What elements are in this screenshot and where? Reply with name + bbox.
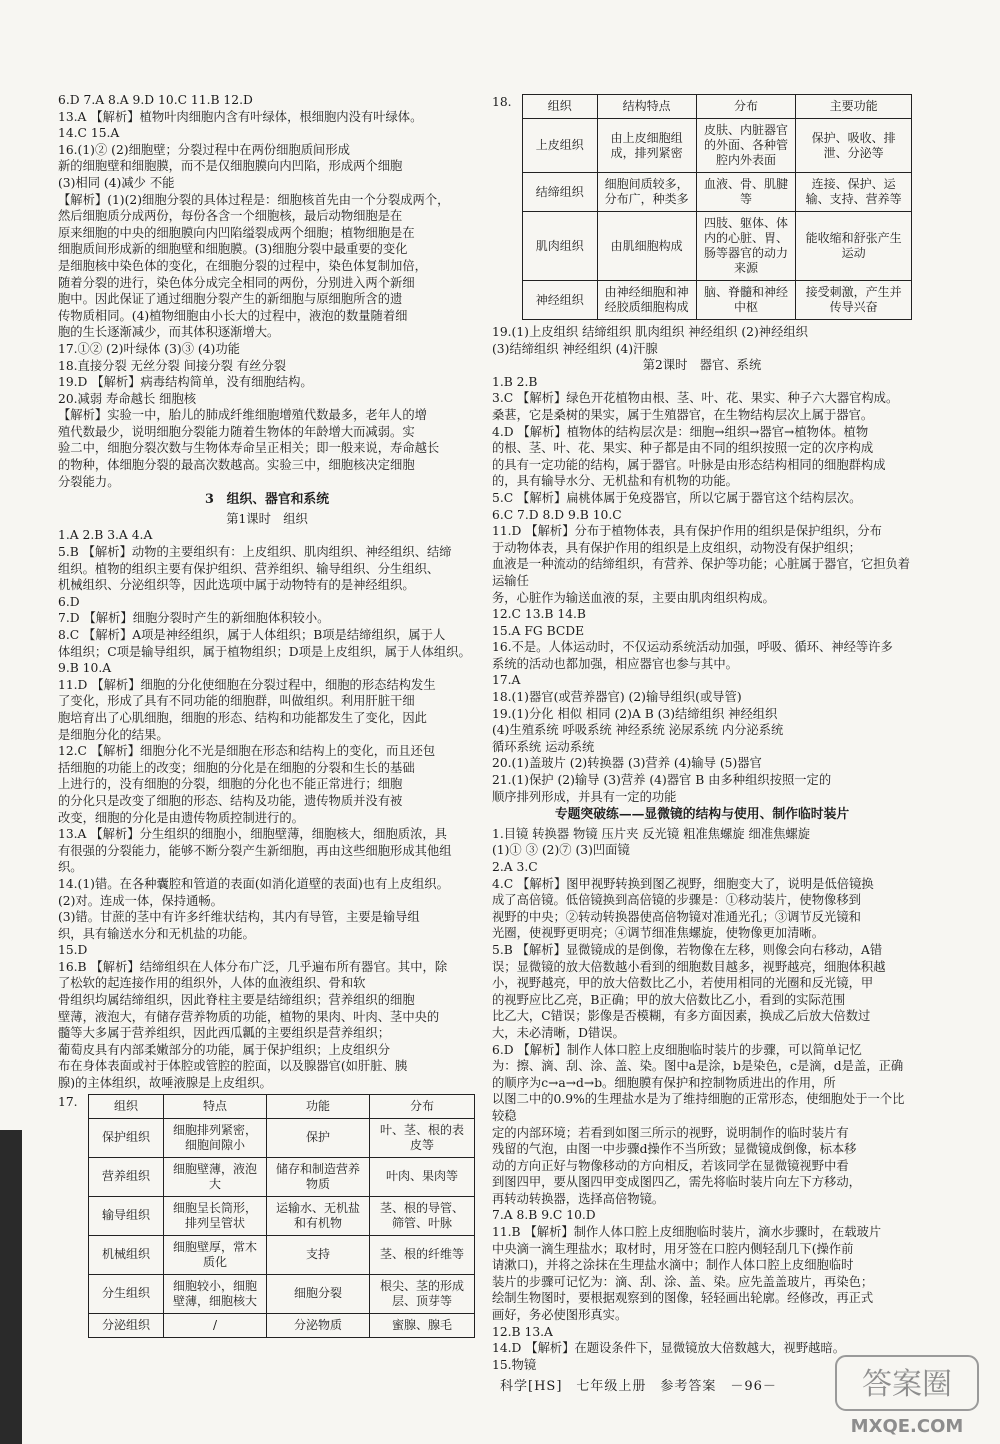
answer-line: 1.A 2.B 3.A 4.A [58,528,153,543]
table-cell: 结缔组织 [523,173,598,212]
table-row [523,173,912,212]
answer-line: 了松软的起连接作用的组织外，人体的血液组织、骨和软 [58,976,366,991]
answer-line: 21.(1)保护 (2)输导 (3)营养 (4)器官 B 由多种组织按照一定的 [492,773,832,788]
special-section-title: 专题突破练——显微镜的结构与使用、制作临时装片 [554,807,850,823]
answer-line: 验二中，细胞分裂次数与生物体寿命呈正相关；即一般来说，寿命越长 [58,441,440,456]
answer-line: 7.D 【解析】细胞分裂时产生的新细胞体积较小。 [58,611,330,626]
answer-line: 6.D 7.A 8.A 9.D 10.C 11.B 12.D [58,93,253,107]
answer-line: 再转动转换器，选择高倍物镜。 [492,1191,665,1206]
table-cell: 根尖、茎的形成层、顶芽等 [370,1274,475,1313]
answer-line: 18.直接分裂 无丝分裂 间接分裂 有丝分裂 [58,358,287,373]
table-cell: 营养组织 [89,1157,164,1196]
watermark-text-bottom: MXQE.COM [850,1416,964,1437]
table-cell: 接受刺激，产生并传导兴奋 [796,281,912,320]
table-header-row [89,1094,475,1118]
table-cell: 输导组织 [89,1196,164,1235]
answer-line: 循环系统 运动系统 [492,739,595,754]
table-18-wrapper [492,94,912,320]
table-row [523,281,912,320]
table-header-cell: 组织 [89,1094,164,1118]
answer-line: 15.D [58,943,88,958]
answer-line: 组织。植物的组织主要有保护组织、营养组织、输导组织、分生组织、 [58,561,440,576]
answer-line: 殖代数最少，说明细胞分裂能力随着生物体的年龄增大而减弱。实 [58,424,415,439]
answer-line: 11.B 【解析】制作人体口腔上皮细胞临时装片，滴水步骤时，在载玻片 [492,1225,882,1240]
answer-line: 定的内部环境；若看到如图三所示的视野，说明制作的临时装片有 [492,1125,849,1140]
answer-line: 成了高倍镜。低倍镜换到高倍镜的步骤是：①移动装片，使物像移到 [492,893,861,908]
table-cell: 运输水、无机盐和有机物 [267,1196,370,1235]
answer-line: 分裂能力。 [58,474,120,489]
table-cell: 蜜腺、腺毛 [370,1313,475,1337]
answer-line: 8.C 【解析】A项是神经组织，属于人体组织；B项是结缔组织，属于人 [58,628,446,642]
answer-line: 1.目镜 转换器 物镜 压片夹 反光镜 粗准焦螺旋 细准焦螺旋 [492,826,811,841]
table-row [89,1274,475,1313]
table-cell: 由上皮细胞组成，排列紧密 [597,119,696,173]
answer-line: 大，未必清晰，D错误。 [492,1025,625,1040]
table-cell: 细胞较小，细胞壁薄，细胞核大 [164,1274,267,1313]
answer-line: 了变化，形成了具有不同功能的细胞群，叫做组织。利用肝脏干细 [58,694,415,709]
answer-line: 5.C 【解析】扁桃体属于免疫器官，所以它属于器官这个结构层次。 [492,490,862,505]
table-cell: 茎、根的导管、筛管、叶脉 [370,1196,475,1235]
answer-line: 比乙大，C错误；影像是否模糊，有多方面因素，换成乙后放大倍数过 [492,1009,871,1024]
answer-line: 到图四甲，要从图四甲变成图四乙，需先将临时装片向左下方移动， [492,1175,861,1190]
answer-line: 13.A 【解析】分生组织的细胞小，细胞壁薄，细胞核大，细胞质浓，具 [58,827,447,842]
answer-line: 的根、茎、叶、花、果实、种子都是由不同的组织按照一定的次序构成 [492,441,874,456]
table-cell: 细胞壁薄，液泡大 [164,1157,267,1196]
section-subtitle: 第1课时 组织 [226,511,308,526]
table-cell: 叶肉、果肉等 [370,1157,475,1196]
left-answers-part-1 [58,92,476,490]
answer-line: 织，具有输送水分和无机盐的功能。 [58,926,255,941]
table-header-cell: 结构特点 [597,95,696,119]
answer-line: 括细胞的功能上的改变；细胞的分化是在细胞的分裂和生长的基础 [58,760,415,775]
answer-line: 的物种，体细胞分裂的最高次数越高。实验三中，细胞核决定细胞 [58,458,415,473]
answer-line: 【解析】实验一中，胎儿的肺成纤维细胞增殖代数最多，老年人的增 [58,408,427,423]
table-cell: 细胞分裂 [267,1274,370,1313]
answer-line: 12.C 13.B 14.B [492,607,586,622]
answer-line: 20.(1)盖玻片 (2)转换器 (3)营养 (4)输导 (5)器官 [492,756,762,771]
answer-line: 4.D 【解析】植物体的结构层次是：细胞→组织→器官→植物体。植物 [492,424,869,439]
left-edge-dark-bar [0,1130,22,1444]
table-header-cell: 分布 [696,95,795,119]
table-cell: 神经组织 [523,281,598,320]
table-header-cell: 特点 [164,1094,267,1118]
answer-line: 6.D 【解析】制作人体口腔上皮细胞临时装片的步骤，可以简单记忆 [492,1042,862,1057]
answer-line: 3.C 【解析】绿色开花植物由根、茎、叶、花、果实、种子六大器官构成。 [492,391,899,406]
answer-line: 细胞质间形成新的细胞壁和细胞膜。(3)细胞分裂中最重要的变化 [58,242,408,257]
table-header-cell: 组织 [523,95,598,119]
answer-line: 腺)的主体组织，故唾液腺是上皮组织。 [58,1076,272,1091]
answer-line: 9.B 10.A [58,661,112,676]
table-row [89,1118,475,1157]
table-row [89,1157,475,1196]
answer-line: 11.D 【解析】细胞的分化使细胞在分裂过程中，细胞的形态结构发生 [58,677,436,692]
answer-line: 于动物体表，具有保护作用的组织是上皮组织，动物没有保护组织； [492,540,861,555]
answer-line: 请漱口)，并将之涂抹在生理盐水滴中；制作人体口腔上皮细胞临时 [492,1258,854,1273]
answer-line: (3)结缔组织 神经组织 (4)汗腺 [492,341,658,356]
answer-line: 中央滴一滴生理盐水；取材时，用牙签在口腔内侧轻刮几下(操作前 [492,1241,854,1256]
table-cell: 茎、根的纤维等 [370,1235,475,1274]
answer-line: 为：擦、滴、刮、涂、盖、染。图中a是涂，b是染色，c是滴，d是盖，正确 [492,1059,904,1074]
answer-line: 7.A 8.B 9.C 10.D [492,1208,596,1223]
answer-line: (1)① ③ (2)⑦ (3)凹面镜 [492,843,630,858]
table-18-number: 18. [492,95,512,109]
table-cell: 四肢、躯体、体内的心脏、胃、肠等器官的动力来源 [696,212,795,281]
table-cell: 上皮组织 [523,119,598,173]
answer-line: 5.B 【解析】显微镜成的是倒像，若物像在左移，则像会向右移动，A错 [492,942,883,957]
table-row [89,1235,475,1274]
table-cell: 保护组织 [89,1118,164,1157]
left-column [58,92,476,1342]
tissue-table-18 [522,94,912,320]
answer-line: 桑葚，它是桑树的果实，属于生殖器官，在生物结构层次上属于器官。 [492,407,874,422]
right-column [492,92,912,1373]
answer-line: 的分化只是改变了细胞的形态、结构及功能，遗传物质并没有被 [58,793,403,808]
tissue-table-17 [88,1094,475,1338]
table-cell: 皮肤、内脏器官的外面、各种管腔内外表面 [696,119,795,173]
answer-line: 6.C 7.D 8.D 9.B 10.C [492,507,622,522]
table-cell: 细胞排列紧密，细胞间隙小 [164,1118,267,1157]
answer-line: 14.D 【解析】在题设条件下，显微镜放大倍数越大，视野越暗。 [492,1341,846,1356]
table-cell: 保护、吸收、排泄、分泌等 [796,119,912,173]
answer-line: 1.B 2.B [492,374,538,389]
answer-line: (2)对。连成一体，保持通畅。 [58,893,223,908]
table-cell: 支持 [267,1235,370,1274]
table-cell: 连接、保护、运输、支持、营养等 [796,173,912,212]
answer-line: (4)生殖系统 呼吸系统 神经系统 泌尿系统 内分泌系统 [492,723,784,738]
answer-line: (3)错。甘蔗的茎中有许多纤维状结构，其内有导管，主要是输导组 [58,910,420,925]
answer-line: 顺序排列形成，并具有一定的功能 [492,789,677,804]
answer-line: 5.B 【解析】动物的主要组织有：上皮组织、肌肉组织、神经组织、结缔 [58,545,452,560]
page-footer: 科学[HS] 七年级上册 参考答案 －96－ [500,1379,777,1394]
answer-line: 绘制生物图时，要根据观察到的图像，轻轻画出轮廓。经修改，再正式 [492,1291,874,1306]
answer-line: 小，视野越亮，甲的放大倍数比乙小，若使用相同的光圈和反光镜，甲 [492,976,874,991]
table-17-wrapper [58,1094,476,1338]
table-cell: 肌肉组织 [523,212,598,281]
answer-line: 19.(1)上皮组织 结缔组织 肌肉组织 神经组织 (2)神经组织 [492,325,808,339]
answer-line: 17.①② (2)叶绿体 (3)③ (4)功能 [58,341,240,356]
table-row [523,119,912,173]
answer-line: 系统的活动也都加强，相应器官也参与其中。 [492,656,738,671]
right-answers-part-3 [492,826,912,1374]
table-cell: 由神经细胞和神经胶质细胞构成 [597,281,696,320]
answer-line: 布在身体表面或衬于体腔或管腔的腔面，以及腺器官(如肝脏、胰 [58,1059,408,1074]
answer-line: 机械组织、分泌组织等，因此选项中属于动物特有的是神经组织。 [58,578,415,593]
answer-line: 画好，务必使图形真实。 [492,1308,628,1323]
table-cell: 储存和制造营养物质 [267,1157,370,1196]
table-cell: 能收缩和舒张产生运动 [796,212,912,281]
answer-line: 是细胞分化的结果。 [58,727,169,742]
answer-line: 装片的步骤可记忆为：滴、刮、涂、盖、染。应先盖盖玻片，再染色； [492,1274,874,1289]
answer-line: 的顺序为c→a→d→b。细胞膜有保护和控制物质进出的作用，所 [492,1075,836,1090]
answer-line: 胞中。因此保证了通过细胞分裂产生的新细胞与原细胞所含的遗 [58,292,403,307]
answer-line: 随着分裂的进行，染色体分成完全相同的两份，分别进入两个新细 [58,275,415,290]
table-cell: 血液、骨、肌腱等 [696,173,795,212]
answer-line: 以图二中的0.9%的生理盐水是为了维持细胞的正常形态，使细胞处于一个比较稳 [492,1092,905,1123]
answer-line: 6.D [58,594,80,609]
answer-line: 葡萄皮具有内部柔嫩部分的功能，属于保护组织；上皮组织分 [58,1042,391,1057]
table-header-row [523,95,912,119]
section-title: 3 组织、器官和系统 [204,492,330,508]
table-cell: 细胞间质较多，分布广，种类多 [597,173,696,212]
table-cell: 叶、茎、根的表皮等 [370,1118,475,1157]
answer-line: 动的方向正好与物像移动的方向相反，若该同学在显微镜视野中看 [492,1158,849,1173]
watermark-logo [832,1352,982,1438]
answer-line: 血液是一种流动的结缔组织，有营养、保护等功能；心脏属于器官，它担负着运输任 [492,557,911,588]
table-row [89,1313,475,1337]
answer-line: 16.不是。人体运动时，不仅运动系统活动加强，呼吸、循环、神经等许多 [492,640,893,655]
answer-line: 视野的中央；②转动转换器使高倍物镜对准通光孔；③调节反光镜和 [492,909,861,924]
answer-line: 12.B 13.A [492,1324,553,1339]
answer-line: 残留的气泡，由图一中步骤d操作不当所致；显微镜成倒像，标本移 [492,1142,857,1157]
left-answers-part-2 [58,527,476,1091]
answer-line: 19.D 【解析】病毒结构简单，没有细胞结构。 [58,375,313,390]
answer-line: 2.A 3.C [492,860,538,874]
watermark-text-top: 答案圈 [862,1367,952,1402]
answer-line: 改变，细胞的分化是由遗传物质控制进行的。 [58,810,304,825]
answer-line: 是细胞核中染色体的变化，在细胞分裂的过程中，染色体复制加倍， [58,258,427,273]
answer-line: 4.C 【解析】图甲视野转换到图乙视野，细胞变大了，说明是低倍镜换 [492,876,874,891]
answer-line: 16.B 【解析】结缔组织在人体分布广泛，几乎遍布所有器官。其中，除 [58,959,448,974]
answer-line: 12.C 【解析】细胞分化不光是细胞在形态和结构上的变化，而且还包 [58,744,436,759]
table-cell: 细胞壁厚，常木质化 [164,1235,267,1274]
answer-line: 14.C 15.A [58,126,120,141]
answer-line: 18.(1)器官(或营养器官) (2)输导组织(或导管) [492,690,742,705]
answer-line: 髓等大多属于营养组织，因此西瓜瓤的主要组织是营养组织； [58,1026,391,1041]
answer-line: 17.A [492,673,521,688]
right-answers-part-1 [492,324,912,357]
right-subtitle: 第2课时 器官、系统 [642,358,762,373]
answer-line: 误；显微镜的放大倍数越小看到的细胞数目越多，视野越亮，细胞体积越 [492,959,886,974]
table-cell: 分生组织 [89,1274,164,1313]
answer-line: 壁薄，液泡大，有储存营养物质的功能，植物的果肉、叶肉、茎中央的 [58,1009,440,1024]
answer-line: 14.(1)错。在各种囊腔和管道的表面(如消化道壁的表面)也有上皮组织。 [58,876,449,891]
table-cell: / [164,1313,267,1337]
answer-line: 然后细胞质分成两份，每份各含一个细胞核，最后动物细胞是在 [58,209,403,224]
answer-line: 11.D 【解析】分布于植物体表，具有保护作用的组织是保护组织，分布 [492,524,882,539]
answer-line: 有很强的分裂能力，能够不断分裂产生新细胞，再由这些细胞形成其他组织。 [58,843,452,875]
answer-line: 的视野应比乙亮，B正确；甲的放大倍数比乙小，看到的实际范围 [492,992,846,1007]
answer-line: 19.(1)分化 相似 相同 (2)A B (3)结缔组织 神经组织 [492,706,778,721]
answer-line: 体组织；C项是输导组织，属于植物组织；D项是上皮组织，属于人体组织。 [58,644,471,659]
table-row [89,1196,475,1235]
table-row [523,212,912,281]
answer-line: 光圈，使视野更明亮；④调节细准焦螺旋，使物像更加清晰。 [492,926,825,941]
right-answers-part-2 [492,374,912,805]
answer-line: 原来细胞的中央的细胞膜向内凹陷缢裂成两个细胞；植物细胞是在 [58,225,415,240]
answer-line: 13.A 【解析】植物叶肉细胞内含有叶绿体，根细胞内没有叶绿体。 [58,109,423,124]
table-cell: 分泌物质 [267,1313,370,1337]
table-header-cell: 分布 [370,1094,475,1118]
answer-line: 的具有一定功能的结构，属于器官。叶脉是由形态结构相同的细胞群构成 [492,457,886,472]
answer-line: 16.(1)② (2)细胞壁；分裂过程中在两份细胞质间形成 [58,142,350,157]
table-cell: 细胞呈长筒形，排列呈管状 [164,1196,267,1235]
answer-line: (3)相同 (4)减少 不能 [58,175,175,190]
answer-line: 胞的生长逐渐减少，而其体积逐渐增大。 [58,325,280,340]
table-header-cell: 功能 [267,1094,370,1118]
table-cell: 由肌细胞构成 [597,212,696,281]
answer-line: 20.减弱 寿命越长 细胞核 [58,391,197,406]
table-cell: 分泌组织 [89,1313,164,1337]
answer-line: 的，具有输导水分、无机盐和有机物的功能。 [492,474,738,489]
answer-line: 新的细胞壁和细胞膜，而不是仅细胞膜向内凹陷，形成两个细胞 [58,159,403,174]
answer-line: 15.A FG BCDE [492,623,585,638]
answer-line: 胞培育出了心肌细胞，细胞的形态、结构和功能都发生了变化，因此 [58,710,427,725]
answer-line: 骨组织均属结缔组织，因此脊柱主要是结缔组织；营养组织的细胞 [58,993,415,1008]
table-cell: 脑、脊髓和神经中枢 [696,281,795,320]
table-cell: 机械组织 [89,1235,164,1274]
answer-line: 务，心脏作为输送血液的泵，主要由肌肉组织构成。 [492,590,775,605]
answer-line: 传物质相同。(4)植物细胞由小长大的过程中，液泡的数量随着细 [58,308,408,323]
answer-line: 【解析】(1)(2)细胞分裂的具体过程是：细胞核首先由一个分裂成两个， [58,192,450,207]
answer-line: 15.物镜 [492,1357,537,1372]
answer-line: 上进行的，没有细胞的分裂，细胞的分化也不能正常进行；细胞 [58,777,403,792]
table-17-number: 17. [58,1094,78,1109]
table-header-cell: 主要功能 [796,95,912,119]
table-cell: 保护 [267,1118,370,1157]
